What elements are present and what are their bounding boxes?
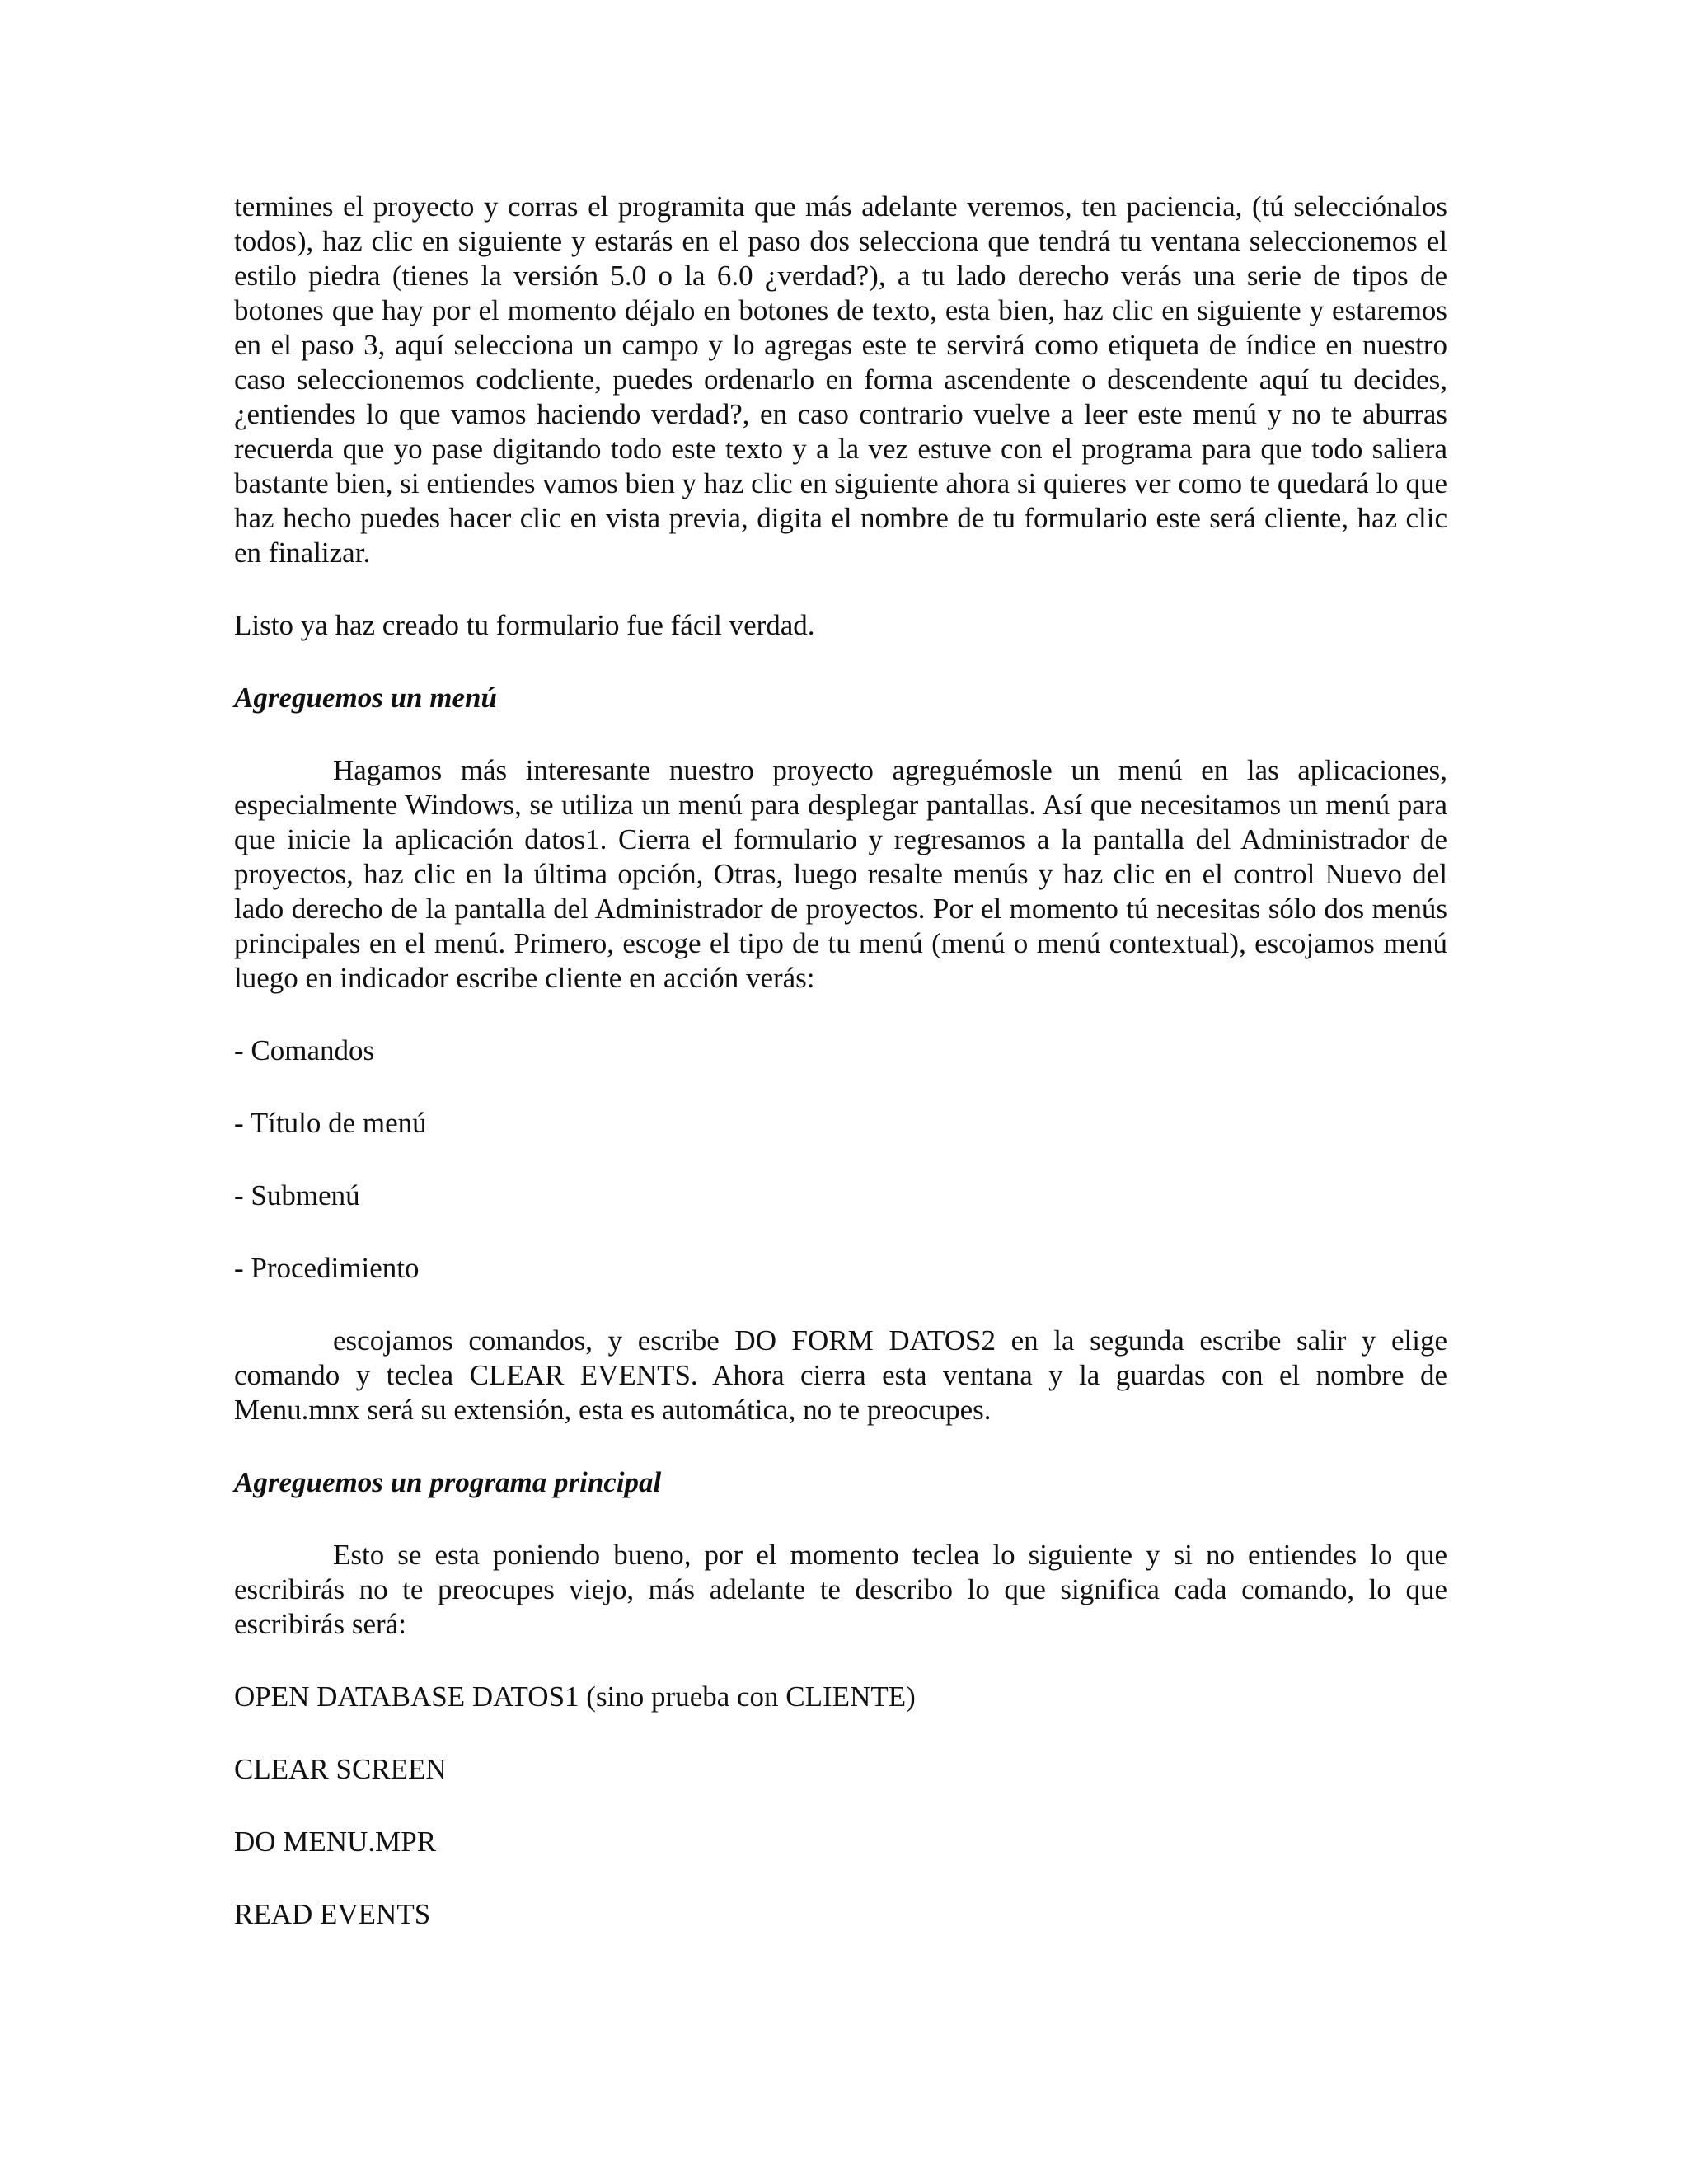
list-item-comandos: - Comandos <box>234 1034 375 1066</box>
list-item-procedimiento: - Procedimiento <box>234 1252 420 1284</box>
paragraph-menu-commands: escojamos comandos, y escribe DO FORM DATOS2 en la segunda escribe salir y elige comando y teclea CLEAR EVENTS. Ahora cierra esta ventana y la guardas con el nombre de Menu.mnx será su extensión, esta es automática, no te preocupes. <box>234 1324 1447 1426</box>
list-item-submenu: - Submenú <box>234 1179 360 1212</box>
paragraph-main-program-intro: Esto se esta poniendo bueno, por el momento teclea lo siguiente y si no entiendes lo que escribirás no te preocupes viejo, más adelante te describo lo que significa cada comando, lo que escribirás será: <box>234 1539 1447 1640</box>
document-page <box>234 190 1447 1932</box>
heading-add-main-program: Agreguemos un programa principal <box>234 1466 662 1498</box>
code-line-open-database: OPEN DATABASE DATOS1 (sino prueba con CLIENTE) <box>234 1680 916 1713</box>
paragraph-form-wizard: termines el proyecto y corras el programita que más adelante veremos, ten paciencia, (tú selecciónalos todos), haz clic en siguiente y estarás en el paso dos selecciona que tendrá tu ventana seleccionemos el estilo piedra (tienes la versión 5.0 o la 6.0 ¿verdad?), a tu lado derecho verás una serie de tipos de botones que hay por el momento déjalo en botones de texto, esta bien, haz clic en siguiente y estaremos en el paso 3, aquí selecciona un campo y lo agregas este te servirá como etiqueta de índice en nuestro caso seleccionemos codcliente, puedes ordenarlo en forma ascendente o descendente aquí tu decides, ¿entiendes lo que vamos haciendo verdad?, en caso contrario vuelve a leer este menú y no te aburras recuerda que yo pase digitando todo este texto y a la vez estuve con el programa para que todo saliera bastante bien, si entiendes vamos bien y haz clic en siguiente ahora si quieres ver como te quedará lo que haz hecho puedes hacer clic en vista previa, digita el nombre de tu formulario este será cliente, haz clic en finalizar. <box>234 190 1447 569</box>
paragraph-form-done: Listo ya haz creado tu formulario fue fácil verdad. <box>234 609 815 641</box>
paragraph-menu-intro: Hagamos más interesante nuestro proyecto agreguémosle un menú en las aplicaciones, especialmente Windows, se utiliza un menú para desplegar pantallas. Así que necesitamos un menú para que inicie la aplicación datos1. Cierra el formulario y regresamos a la pantalla del Administrador de proyectos, haz clic en la última opción, Otras, luego resalte menús y haz clic en el control Nuevo del lado derecho de la pantalla del Administrador de proyectos. Por el momento tú necesitas sólo dos menús principales en el menú. Primero, escoge el tipo de tu menú (menú o menú contextual), escojamos menú luego en indicador escribe cliente en acción verás: <box>234 754 1447 994</box>
code-line-do-menu: DO MENU.MPR <box>234 1825 437 1858</box>
code-line-read-events: READ EVENTS <box>234 1898 431 1930</box>
list-item-titulo-menu: - Título de menú <box>234 1107 427 1139</box>
code-line-clear-screen: CLEAR SCREEN <box>234 1753 447 1785</box>
heading-add-menu: Agreguemos un menú <box>234 682 497 714</box>
